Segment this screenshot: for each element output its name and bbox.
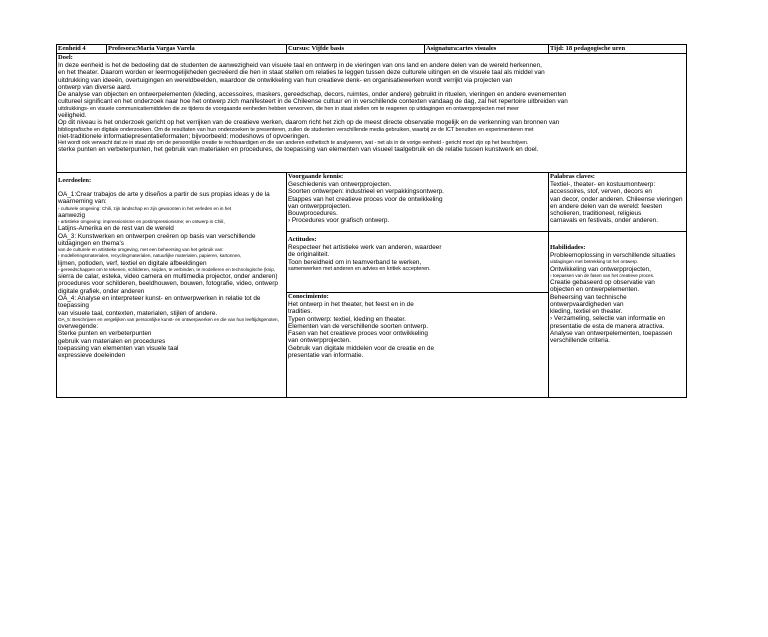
doel-line: uitdrukkings- en visuele communicatiemiddelen die ze tijdens de voorgaande eenheden hebben verworven, die hen in staat stellen om te reageren op uitdagingen en ontwerpprojecten met meer bbox=[58, 105, 519, 112]
oa-line: OA_5: Beschrijven en vergelijken van persoonlijke kunst- en ontwerpwerken en die van hun leeftijdsgenoten, bbox=[58, 316, 279, 322]
oa-line: aanwezig bbox=[58, 211, 86, 219]
oa-line: › artistieke omgeving: impressionisme en postimpressionisme; en ontwerp in Chili, bbox=[58, 219, 225, 225]
voorkennis-line: Soorten ontwerpen: industrieel en verpakkingsontwerp. bbox=[288, 188, 444, 196]
oa-line: Sterke punten en verbeterpunten bbox=[58, 330, 152, 338]
oa-line: van de culturele en artistieke omgeving, met een beheersing van het gebruik van: bbox=[58, 247, 224, 253]
voorkennis-line: Bouwprocedures. bbox=[288, 210, 338, 218]
habilidades-line: Creatie gebaseerd op observatie van bbox=[550, 279, 655, 286]
habilidades-line: kleding, textiel en theater. bbox=[550, 308, 623, 316]
doel-line: uitdrukking van ideeën, overtuigingen en wereldbeelden, waardoor de ontwikkeling van hun creatieve denk- en organisatiewerken wordt verrijkt via projecten van bbox=[58, 76, 513, 84]
palabras-cell bbox=[549, 173, 687, 232]
header-row bbox=[57, 45, 687, 54]
conocimiento-line: Fasen van het creatieve proces voor ontwikkeling bbox=[288, 330, 428, 338]
leerdoelen-cell bbox=[57, 173, 287, 398]
oa-line: OA_1:Crear trabajos de arte y diseños a partir de sus propias ideas y de la bbox=[58, 191, 270, 198]
habilidades-line: uitdagingen met betrekking tot het ontwerp. bbox=[550, 259, 639, 265]
voorkennis-cell bbox=[287, 173, 549, 232]
doel-line: Op dit niveau is het onderzoek gericht op het verrijken van de creatieve werken, daarom richt het zich op de meest directe observatie mogelijk en de verkenning van bronnen van bbox=[58, 119, 560, 127]
content-row bbox=[57, 173, 687, 232]
palabras-line: carnavals en festivals, onder anderen. bbox=[550, 217, 658, 225]
conocimiento-cell bbox=[287, 293, 549, 398]
doel-line: Het wordt ook verwacht dat ze in staat zijn om de persoonlijke creatie te rechtvaardigen en die van anderen esthetisch te analyseren, wat - net als in de vorige eenheid - gericht moet zijn op het beschrijven. bbox=[58, 140, 529, 147]
oa-line: waarneming van: bbox=[58, 198, 107, 206]
actitudes-line: Respecteer het artistieke werk van anderen, waardeer bbox=[288, 244, 442, 251]
oa-line: sierra de calar, esteka, video camera en multimedia projector, onder anderen) bbox=[58, 273, 278, 281]
palabras-line: Textiel-, theater- en kostuumontwerp: bbox=[550, 181, 656, 188]
voorkennis-line: › Procedures voor grafisch ontwerp. bbox=[288, 217, 390, 225]
habilidades-line: objecten en ontwerpelementen. bbox=[550, 286, 640, 294]
doel-row bbox=[57, 54, 687, 173]
voorkennis-label: Voorgaande kennis: bbox=[288, 173, 344, 180]
oa-line: digitale grafiek, onder anderen bbox=[58, 287, 145, 295]
doel-cell bbox=[57, 54, 687, 173]
palabras-line: en andere delen van de wereld: feesten bbox=[550, 202, 663, 210]
doel-line: veiligheid. bbox=[58, 111, 87, 119]
oa-line: toepassing van elementen van visuele taal bbox=[58, 344, 179, 352]
oa-line: overwegende: bbox=[58, 323, 99, 331]
doel-line: bibliografische en digitale onderzoeken. Om de resultaten van hun onderzoeken te presenteren, zullen de studenten verschillende media gebruiken, waarbij ze de ICT benutten en experimenteren met bbox=[58, 126, 534, 133]
conocimiento-line: tradities. bbox=[288, 308, 313, 316]
doel-line: De analyse van objecten en ontwerpelementen (kleding, accessoires, maskers, gereedschap, decors, ruimtes, onder andere) gebruikt in rituelen, vieringen en andere evenementen bbox=[58, 91, 567, 99]
habilidades-line: verschillende criteria. bbox=[550, 337, 611, 345]
voorkennis-line: Geschiedenis van ontwerpprojecten. bbox=[288, 181, 392, 188]
habilidades-line: Probleemoplossing in verschillende situaties bbox=[550, 252, 676, 259]
actitudes-line: Toon bereidheid om in teamverband te werken, bbox=[288, 258, 422, 266]
doel-line: In deze eenheid is het de bedoeling dat de studenten de aanwezigheid van visuele taal en ontwerp in de vieringen van ons land en andere delen van de wereld herkennen, bbox=[58, 62, 542, 69]
doel-label: Doel: bbox=[58, 54, 73, 61]
oa-line: Latijns-Amerika en de rest van de wereld bbox=[58, 225, 174, 233]
palabras-label: Palabras claves: bbox=[550, 173, 595, 180]
actitudes-line: samenwerken met anderen en advies en kritiek accepteren. bbox=[288, 265, 431, 272]
actitudes-cell bbox=[287, 232, 549, 293]
palabras-line: scholieren, traditioneel, religieus bbox=[550, 210, 642, 218]
oa-line: van visuele taal, contexten, materialen, stijlen of andere. bbox=[58, 309, 218, 317]
leerdoelen-label: Leerdoelen: bbox=[58, 177, 92, 184]
doel-line: en het theater. Daarom worden er leermogelijkheden gecreëerd die hen in staat stellen om relaties te leggen tussen deze culturele uitingen en de visuele taal als middel van bbox=[58, 69, 545, 77]
habilidades-line: presentatie de esta de manera atractiva. bbox=[550, 322, 665, 330]
actitudes-line: de originaliteit. bbox=[288, 251, 330, 259]
doel-line: sterke punten en verbeterpunten, het gebruik van materialen en procedures, de toepassing van elementen van visueel taalgebruik en de relatie tussen kunstwerk en doel. bbox=[58, 146, 539, 154]
doel-line: cultureel significant en het onderzoek naar hoe het ontwerp zich manifesteert in de Chileense cultuur en in verschillende contexten vandaag de dag, zal het repertoire uitbreiden van bbox=[58, 98, 568, 106]
tijd-cell: Tijd: 18 pedagogische uren bbox=[549, 45, 687, 54]
oa-line: lijmen, potloden, verf, textiel en digitale afbeeldingen bbox=[58, 259, 207, 267]
conocimiento-line: van ontwerpprojecten. bbox=[288, 337, 351, 345]
doel-line: ontwerp van diverse aard. bbox=[58, 83, 132, 91]
conocimiento-line: Typen ontwerp: textiel, kleding en theater. bbox=[288, 315, 406, 323]
habilidades-cell bbox=[549, 232, 687, 398]
conocimiento-line: presentatie van informatie. bbox=[288, 352, 364, 360]
conocimiento-line: Gebruik van digitale middelen voor de creatie en de bbox=[288, 344, 435, 352]
voorkennis-line: van ontwerpprojecten. bbox=[288, 202, 351, 210]
actitudes-label: Actitudes: bbox=[288, 236, 317, 243]
oa-line: expressieve doeleinden bbox=[58, 352, 126, 360]
oa-line: gebruik van materialen en procedures bbox=[58, 337, 166, 345]
curriculum-sheet bbox=[56, 44, 686, 398]
professor-cell: Profesora:Maria Vargas Varela bbox=[107, 45, 287, 54]
unit-plan-table bbox=[56, 44, 687, 398]
habilidades-line: Analyse van ontwerpelementen, toepassen bbox=[550, 330, 673, 338]
cursus-cell: Cursus: Vijfde basis bbox=[287, 45, 425, 54]
palabras-line: van decor, onder anderen. Chileense vieringen bbox=[550, 195, 683, 203]
oa-line: › modelleringsmaterialen, recyclingmaterialen, natuurlijke materialen, papieren, kartonnen, bbox=[58, 253, 242, 259]
habilidades-line: Ontwikkeling van ontwerpprojecten, bbox=[550, 265, 651, 273]
oa-line: OA_3: Kunstwerken en ontwerpen creëren op basis van verschillende uitdagingen en thema's bbox=[58, 232, 256, 247]
oa-line: procedures voor schilderen, beeldhouwen, bouwen, fotografie, video, ontwerp bbox=[58, 280, 278, 288]
oa-line: › gereedschappen om te tekenen, schilderen, snijden, te verbinden, te modelleren en technologische (knip, bbox=[58, 266, 276, 272]
eenheid-cell: Eenheid 4 bbox=[57, 45, 107, 54]
habilidades-label: Habilidades: bbox=[550, 244, 586, 251]
conocimiento-label: Conocimiento: bbox=[288, 293, 329, 300]
conocimiento-line: Elementen van de verschillende soorten ontwerp. bbox=[288, 322, 428, 330]
palabras-line: accessoires, stof, verven, decors en bbox=[550, 188, 652, 196]
asignatura-cell: Asignatura:artes visuales bbox=[425, 45, 549, 54]
oa-line: › culturele omgeving: Chili, zijn landschap en zijn gewoonten in het verleden en in het bbox=[58, 205, 232, 211]
habilidades-line: Beheersing van technische ontwerpvaardigheden van bbox=[550, 293, 627, 308]
voorkennis-line: Etappes van het creatieve proces voor de ontwikkeling bbox=[288, 195, 443, 203]
conocimiento-line: Het ontwerp in het theater, het feest en in de bbox=[288, 301, 414, 308]
oa-line: OA_4: Analyse en interpreteer kunst- en ontwerpwerken in relatie tot de toepassing bbox=[58, 294, 261, 310]
doel-line: niet-traditionele informatiepresentatieformaten; bijvoorbeeld: modeshows of opvoeringen. bbox=[58, 132, 310, 140]
habilidades-line: › toepassen van de fasen van het creatieve proces. bbox=[550, 272, 655, 278]
habilidades-line: › Verzameling, selectie van informatie en bbox=[550, 315, 666, 323]
